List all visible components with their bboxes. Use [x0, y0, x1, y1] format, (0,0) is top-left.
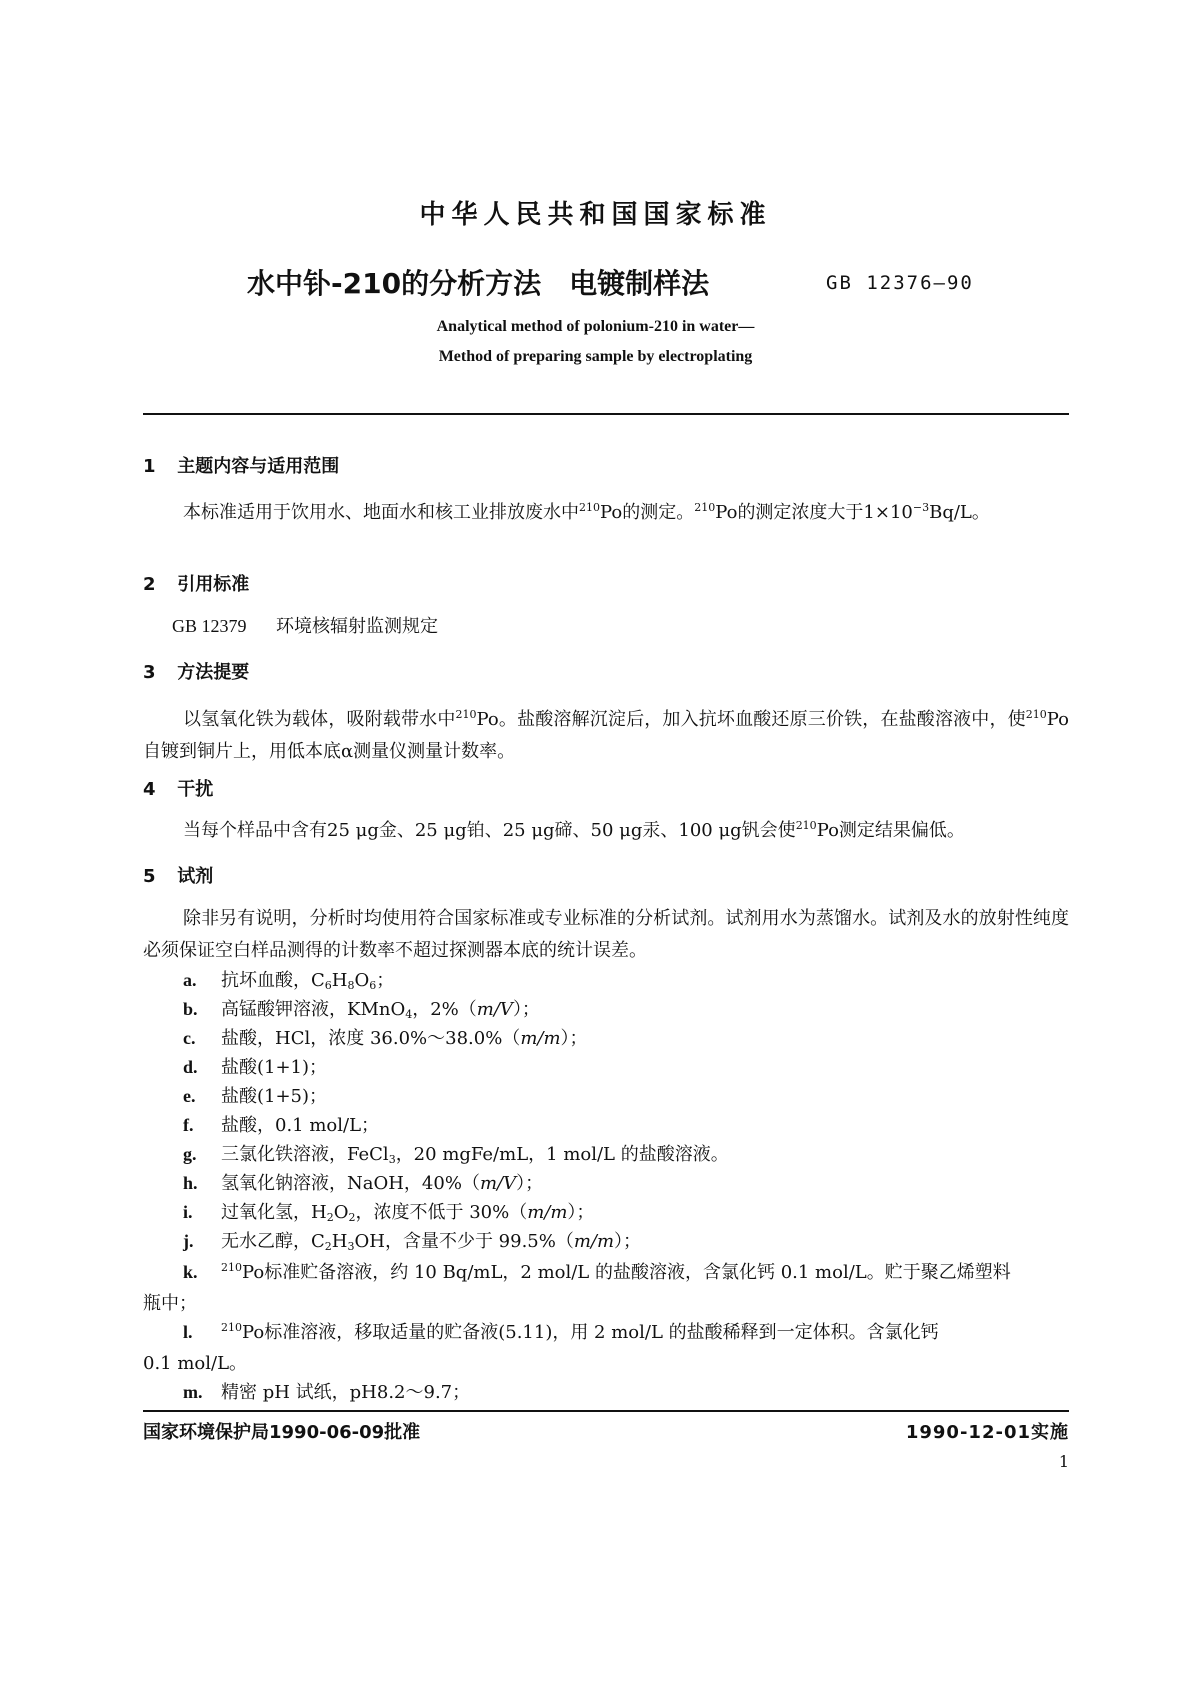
reagent-item-h: h. 氢氧化钠溶液，NaOH，40%（m/V）； — [183, 1173, 544, 1194]
reagent-item-g: g. 三氯化铁溶液，FeCl$_3$，20 mgFe/mL，1 mol/L 的盐酸溶液。 — [183, 1144, 729, 1166]
section-4-paragraph: 当每个样品中含有25 μg金、25 μg铂、25 μg碲、50 μg汞、100 μg钒会使$^{210}$Po测定结果偏低。 — [183, 819, 965, 841]
reagent-item-j: j. 无水乙醇，$C_2H_3OH$，含量不少于 99.5%（m/m）； — [183, 1231, 642, 1253]
reagent-item-l: l. $^{210}$Po标准溶液，移取适量的贮备液(5.11)，用 2 mol/L 的盐酸稀释到一定体积。含氯化钙 — [183, 1321, 939, 1343]
footer-divider — [143, 1410, 1069, 1412]
reference-code: GB 12379 — [172, 616, 247, 636]
document-title: 水中钋-210的分析方法 电镀制样法 — [247, 267, 710, 300]
header-divider — [143, 413, 1069, 415]
reagent-item-k: k. $^{210}$Po标准贮备溶液，约 10 Bq/mL，2 mol/L 的盐酸溶液，含氯化钙 0.1 mol/L。贮于聚乙烯塑料 — [183, 1261, 1011, 1283]
standard-code: GB 12376—90 — [826, 272, 974, 294]
section-number: 3 — [143, 662, 156, 683]
reference-title: 环境核辐射监测规定 — [275, 616, 438, 637]
section-1-heading — [143, 452, 339, 478]
reagent-item-e: e. 盐酸(1+5)； — [183, 1086, 328, 1107]
approval-statement: 国家环境保护局1990-06-09批准 — [143, 1422, 421, 1443]
reagent-item-a: a. 抗坏血酸，$C_6H_8O_6$； — [183, 970, 395, 992]
reagent-item-f: f. 盐酸，0.1 mol/L； — [183, 1115, 380, 1136]
implementation-date: 1990-12-01实施 — [905, 1422, 1069, 1443]
section-title: 主题内容与适用范围 — [177, 456, 340, 477]
reagent-item-l-continued: 0.1 mol/L。 — [143, 1353, 248, 1374]
section-title: 引用标准 — [177, 574, 250, 595]
section-title: 方法提要 — [177, 662, 250, 683]
reagent-item-d: d. 盐酸(1+1)； — [183, 1057, 328, 1078]
reagent-item-m: m. 精密 pH 试纸，pH8.2～9.7； — [183, 1382, 471, 1403]
section-number: 4 — [143, 779, 156, 800]
section-4-heading — [143, 775, 213, 801]
section-3-heading — [143, 658, 249, 684]
section-title: 试剂 — [177, 866, 214, 887]
section-5-heading — [143, 862, 213, 888]
reagent-item-b: b. 高锰酸钾溶液，KMnO$_4$，2%（m/V）； — [183, 999, 540, 1021]
english-title-line-1: Analytical method of polonium-210 in water— — [436, 318, 755, 335]
section-number: 2 — [143, 574, 156, 595]
section-title: 干扰 — [177, 779, 214, 800]
normative-reference — [172, 612, 438, 638]
section-5-intro: 除非另有说明，分析时均使用符合国家标准或专业标准的分析试剂。试剂用水为蒸馏水。试剂及水的放射性纯度必须保证空白样品测得的计数率不超过探测器本底的统计误差。 — [143, 908, 1069, 961]
section-2-heading — [143, 570, 249, 596]
reagent-item-i: i. 过氧化氢，$H_2O_2$，浓度不低于 30%（m/m）； — [183, 1202, 595, 1224]
reagent-item-c: c. 盐酸，HCl，浓度 36.0%～38.0%（m/m）； — [183, 1028, 588, 1049]
english-title-line-2: Method of preparing sample by electroplating — [438, 348, 753, 365]
section-3-paragraph: 以氢氧化铁为载体，吸附载带水中$^{210}$Po。盐酸溶解沉淀后，加入抗坏血酸还原三价铁，在盐酸溶液中，使$^{210}$Po自镀到铜片上，用低本底α测量仪测量计数率。 — [143, 708, 1070, 762]
org-title: 中华人民共和国国家标准 — [419, 200, 772, 230]
section-number: 5 — [143, 866, 156, 887]
section-number: 1 — [143, 456, 156, 477]
page-number: 1 — [1058, 1452, 1069, 1471]
section-1-paragraph: 本标准适用于饮用水、地面水和核工业排放废水中$^{210}$Po的测定。$^{210}$Po的测定浓度大于$1\times 10^{-3}Bq/L$。 — [183, 501, 990, 523]
reagent-item-k-continued: 瓶中； — [143, 1293, 197, 1314]
